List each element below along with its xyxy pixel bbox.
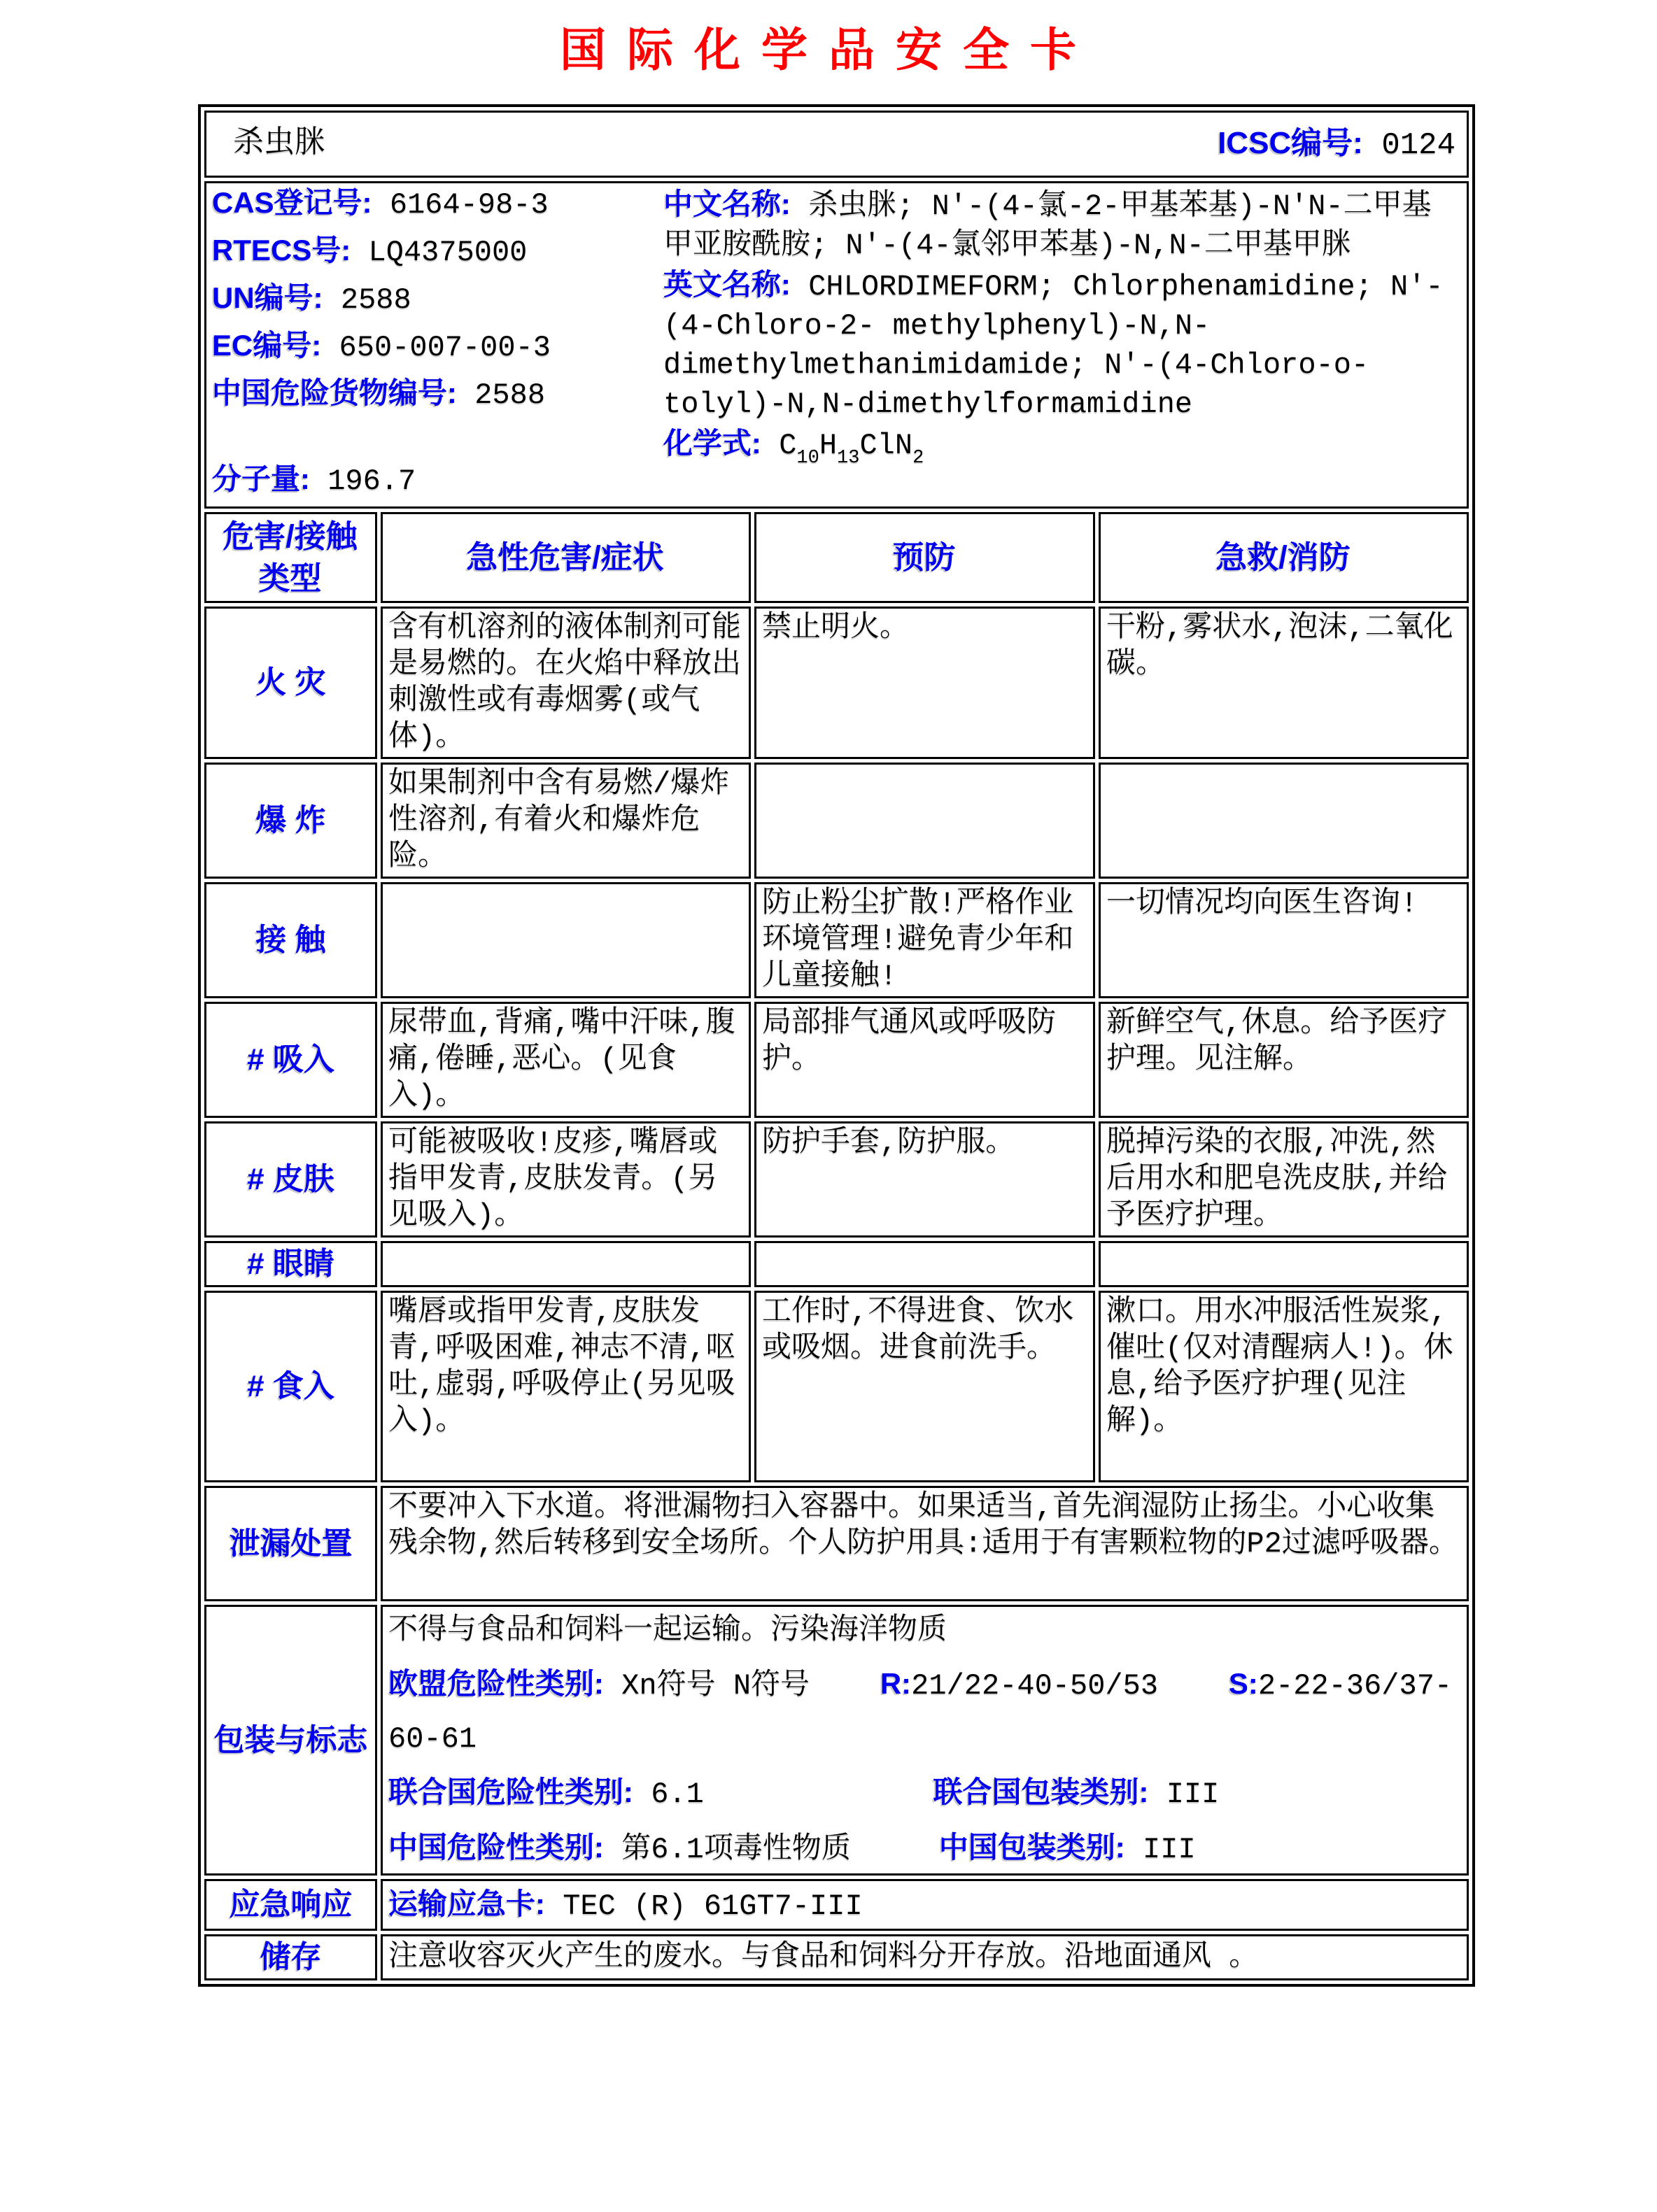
- contact-prevention-cell: 防止粉尘扩散!严格作业环境管理!避免青少年和儿童接触!: [754, 882, 1095, 998]
- storage-content: 注意收容灭火产生的废水。与食品和饲料分开存放。沿地面通风 。: [381, 1934, 1469, 1980]
- un-hazard-class-line: [388, 1774, 1460, 1813]
- icsc-label: ICSC编号:: [1218, 125, 1363, 160]
- molecular-weight-line: [212, 461, 663, 499]
- text-segment: 联合国包装类别:: [933, 1775, 1149, 1808]
- fire-symptoms-cell: 含有机溶剂的液体制剂可能是易燃的。在火焰中释放出刺激性或有毒烟雾(或气体)。: [381, 607, 751, 759]
- explosion-symptoms-cell: 如果制剂中含有易燃/爆炸性溶剂,有着火和爆炸危险。: [381, 763, 751, 879]
- emergency-response-label: 应急响应: [204, 1879, 377, 1931]
- hazard-type-header-cell: [204, 512, 377, 603]
- text-segment: 中国包装类别:: [938, 1831, 1125, 1864]
- english-name-paragraph: [663, 265, 1460, 424]
- ec-value: 650-007-00-3: [321, 331, 551, 364]
- rtecs-label: RTECS号:: [212, 234, 351, 267]
- eu-hazard-class-line: [388, 1666, 1460, 1704]
- storage-row: [204, 1934, 1469, 1980]
- eyes-symptoms-cell: [381, 1241, 751, 1287]
- icsc-number-group: [1218, 125, 1460, 164]
- text-segment: 13: [837, 448, 860, 469]
- text-segment: 10: [796, 448, 819, 469]
- explosion-response-cell: [1099, 763, 1469, 879]
- storage-label: 储存: [204, 1934, 377, 1980]
- icsc-card-table: [198, 104, 1475, 1987]
- cas-number-line: [212, 185, 663, 223]
- text-segment: III: [1124, 1833, 1196, 1866]
- molecular-weight-label: 分子量:: [212, 462, 310, 495]
- fire-response-cell: 干粉,雾状水,泡沫,二氧化碳。: [1099, 607, 1469, 759]
- chinese-name-paragraph: [663, 185, 1460, 265]
- text-segment: C: [761, 429, 797, 462]
- text-segment: H: [819, 429, 838, 462]
- ec-label: EC编号:: [212, 329, 322, 362]
- fire-prevention-cell: 禁止明火。: [754, 607, 1095, 759]
- formula-value: [761, 429, 924, 469]
- explosion-row-label: 爆 炸: [204, 763, 377, 879]
- hazard-header-row: [204, 512, 1469, 603]
- fire-row-label: 火 灾: [204, 607, 377, 759]
- text-segment: 21/22-40-50/53: [911, 1669, 1229, 1703]
- inhalation-row-label: # 吸入: [204, 1002, 377, 1118]
- response-header-cell: 急救/消防: [1099, 512, 1469, 603]
- prevention-header-cell: 预防: [754, 512, 1095, 603]
- emergency-response-row: [204, 1879, 1469, 1931]
- rtecs-number-line: [212, 232, 663, 271]
- un-value: 2588: [323, 283, 411, 317]
- eyes-response-cell: [1099, 1241, 1469, 1287]
- text-segment: 2: [912, 448, 924, 469]
- skin-symptoms-cell: 可能被吸收!皮疹,嘴唇或指甲发青,皮肤发青。(另见吸入)。: [381, 1121, 751, 1238]
- ingestion-symptoms-cell: 嘴唇或指甲发青,皮肤发青,呼吸困难,神志不清,呕吐,虚弱,呼吸停止(另见吸入)。: [381, 1291, 751, 1482]
- english-name-label: 英文名称:: [663, 268, 791, 301]
- un-label: UN编号:: [212, 281, 323, 314]
- chinese-name-label: 中文名称:: [663, 187, 791, 220]
- hazard-row-explosion: [204, 763, 1469, 879]
- identifiers-row: [204, 181, 1469, 509]
- hazard-row-fire: [204, 607, 1469, 759]
- text-segment: 中国危险性类别:: [388, 1831, 604, 1864]
- cas-label: CAS登记号:: [212, 186, 372, 219]
- transport-emergency-card-label: 运输应急卡:: [388, 1887, 545, 1920]
- chemical-names-column: [663, 185, 1460, 501]
- spill-disposal-content: 不要冲入下水道。将泄漏物扫入容器中。如果适当,首先润湿防止扬尘。小心收集残余物,然后转移到安全场所。个人防护用具:适用于有害颗粒物的P2过滤呼吸器。: [381, 1486, 1469, 1601]
- registry-numbers-column: [212, 185, 663, 501]
- english-name-value: CHLORDIMEFORM; Chlorphenamidine; N'-(4-Chloro-2- methylphenyl)-N,N-dimethylmethanimidamide; N'-(4-Chloro-o-tolyl)-N,N-dimethylformamidine: [663, 270, 1444, 421]
- icsc-number: 0124: [1381, 127, 1455, 163]
- card-header-layout: [212, 114, 1460, 174]
- emergency-response-content: [381, 1879, 1469, 1931]
- page-title: 国际化学品安全卡: [560, 24, 1097, 76]
- cas-value: 6164-98-3: [372, 188, 549, 222]
- packaging-label: 包装与标志: [204, 1605, 377, 1876]
- text-segment: 联合国危险性类别:: [388, 1775, 633, 1808]
- spill-disposal-label: 泄漏处置: [204, 1486, 377, 1601]
- ec-number-line: [212, 327, 663, 366]
- packaging-content: [381, 1605, 1469, 1876]
- identifiers-layout: [212, 185, 1460, 501]
- card-header-cell: [204, 111, 1469, 178]
- card-header-row: [204, 111, 1469, 178]
- eyes-row-label: # 眼睛: [204, 1241, 377, 1287]
- chemical-name: 杀虫脒: [233, 127, 325, 162]
- explosion-prevention-cell: [754, 763, 1095, 879]
- eu-hazard-class-continuation: 60-61: [388, 1722, 477, 1756]
- transport-emergency-card-value: TEC (R) 61GT7-III: [545, 1889, 863, 1923]
- formula-label: 化学式:: [663, 427, 761, 460]
- chinese-name-value: 杀虫脒; N'-(4-氯-2-甲基苯基)-N'N-二甲基甲亚胺酰胺; N'-(4-氯邻甲苯基)-N,N-二甲基甲脒: [663, 190, 1432, 262]
- hazard-row-contact: [204, 882, 1469, 998]
- hazard-row-inhalation: [204, 1002, 1469, 1118]
- hazard-row-eyes: [204, 1241, 1469, 1287]
- rtecs-value: LQ4375000: [351, 236, 528, 269]
- text-segment: III: [1148, 1778, 1220, 1811]
- inhalation-response-cell: 新鲜空气,休息。给予医疗护理。见注解。: [1099, 1002, 1469, 1118]
- china-dg-value: 2588: [457, 378, 546, 412]
- inhalation-symptoms-cell: 尿带血,背痛,嘴中汗味,腹痛,倦睡,恶心。(见食入)。: [381, 1002, 751, 1118]
- contact-row-label: 接 触: [204, 882, 377, 998]
- molecular-weight-value: 196.7: [310, 465, 416, 498]
- ingestion-row-label: # 食入: [204, 1291, 377, 1482]
- packaging-row: [204, 1605, 1469, 1876]
- hazard-type-header-line2: 类型: [258, 560, 322, 596]
- ingestion-response-cell: 漱口。用水冲服活性炭浆,催吐(仅对清醒病人!)。休息,给予医疗护理(见注解)。: [1099, 1291, 1469, 1482]
- text-segment: Xn符号 N符号: [604, 1669, 880, 1703]
- text-segment: 2-22-36/37-: [1257, 1669, 1453, 1703]
- text-segment: 欧盟危险性类别:: [388, 1667, 604, 1700]
- skin-response-cell: 脱掉污染的衣服,冲洗,然后用水和肥皂洗皮肤,并给予医疗护理。: [1099, 1121, 1469, 1238]
- china-dg-label: 中国危险货物编号:: [212, 376, 457, 409]
- text-segment: ClN: [859, 429, 913, 462]
- skin-prevention-cell: 防护手套,防护服。: [754, 1121, 1095, 1238]
- text-segment: 6.1: [633, 1778, 933, 1811]
- packaging-transport-note: 不得与食品和饲料一起运输。污染海洋物质: [388, 1614, 947, 1647]
- spill-disposal-row: [204, 1486, 1469, 1601]
- text-segment: R:: [880, 1667, 912, 1700]
- china-dg-number-line: [212, 375, 663, 413]
- hazard-row-ingestion: [204, 1291, 1469, 1482]
- hazard-type-header-line1: 危害/接触: [223, 518, 358, 554]
- formula-paragraph: [663, 424, 1460, 478]
- ingestion-prevention-cell: 工作时,不得进食、饮水或吸烟。进食前洗手。: [754, 1291, 1095, 1482]
- skin-row-label: # 皮肤: [204, 1121, 377, 1238]
- text-segment: 第6.1项毒性物质: [604, 1833, 939, 1866]
- symptoms-header-cell: 急性危害/症状: [381, 512, 751, 603]
- china-hazard-class-line: [388, 1829, 1460, 1868]
- eyes-prevention-cell: [754, 1241, 1095, 1287]
- un-number-line: [212, 280, 663, 318]
- inhalation-prevention-cell: 局部排气通风或呼吸防护。: [754, 1002, 1095, 1118]
- contact-response-cell: 一切情况均向医生咨询!: [1099, 882, 1469, 998]
- hazard-row-skin: [204, 1121, 1469, 1238]
- text-segment: S:: [1228, 1667, 1258, 1700]
- identifiers-cell: [204, 181, 1469, 509]
- contact-symptoms-cell: [381, 882, 751, 998]
